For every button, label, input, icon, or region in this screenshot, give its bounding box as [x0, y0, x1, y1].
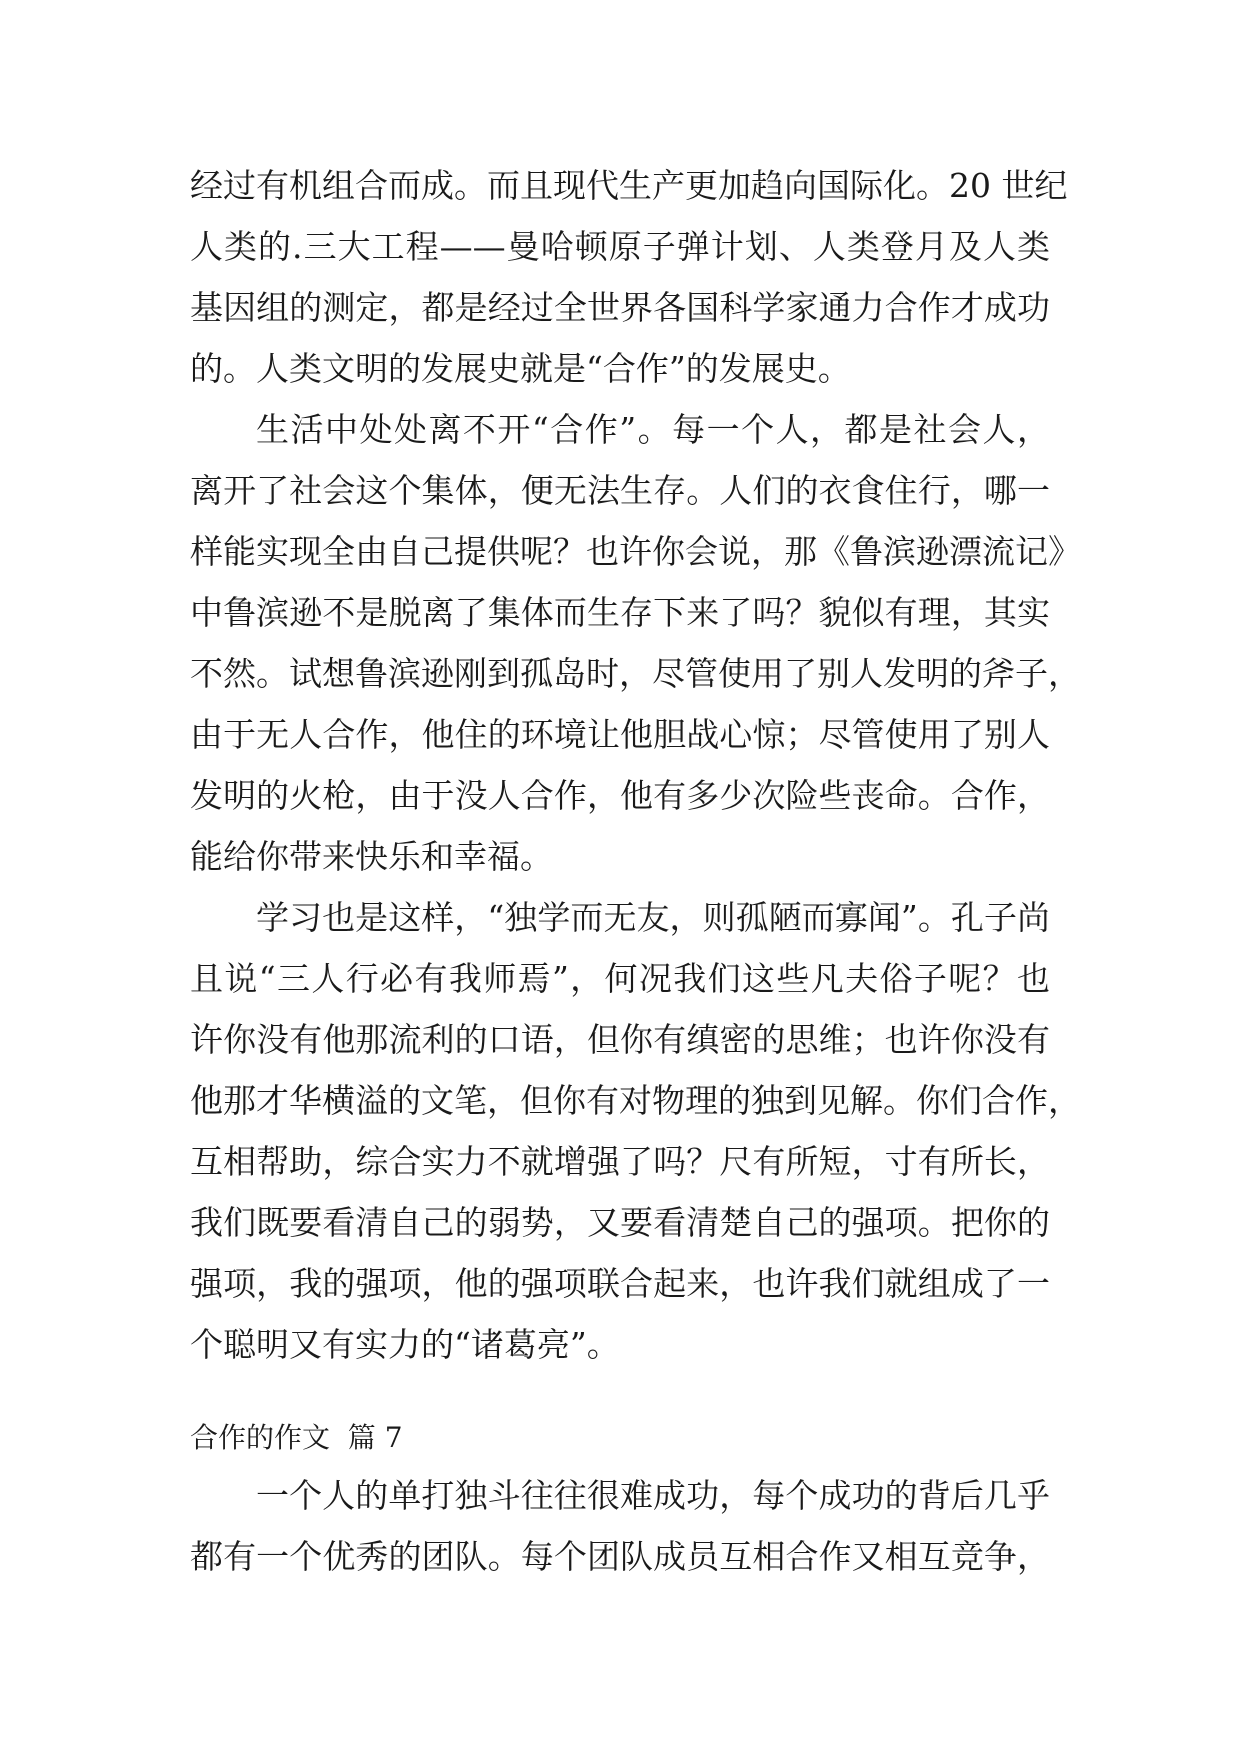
text-line: 我们既要看清自己的弱势，又要看清楚自己的强项。把你的: [190, 1203, 1050, 1242]
text-line: 样能实现全由自己提供呢？也许你会说，那《鲁滨逊漂流记》: [190, 532, 1081, 571]
text-line: 不然。试想鲁滨逊刚到孤岛时，尽管使用了别人发明的斧子，: [190, 654, 1081, 693]
text-line: 学习也是这样，“独学而无友，则孤陋而寡闻”。孔子尚: [256, 898, 1050, 937]
paragraph: [190, 1465, 1050, 1587]
text-line: 人类的.三大工程——曼哈顿原子弹计划、人类登月及人类: [190, 227, 1050, 266]
text-line: 由于无人合作，他住的环境让他胆战心惊；尽管使用了别人: [190, 715, 1050, 754]
section-heading: 合作的作文 篇 7: [190, 1421, 403, 1454]
text-line: 中鲁滨逊不是脱离了集体而生存下来了吗？貌似有理，其实: [190, 593, 1050, 632]
text-line: 离开了社会这个集体，便无法生存。人们的衣食住行，哪一: [190, 471, 1050, 510]
text-line: 互相帮助，综合实力不就增强了吗？尺有所短，寸有所长，: [190, 1142, 1050, 1181]
text-line: 许你没有他那流利的口语，但你有缜密的思维；也许你没有: [190, 1020, 1050, 1059]
text-line: 强项，我的强项，他的强项联合起来，也许我们就组成了一: [190, 1264, 1050, 1303]
text-line: 能给你带来快乐和幸福。: [190, 837, 553, 876]
text-line: 经过有机组合而成。而且现代生产更加趋向国际化。20 世纪: [190, 166, 1068, 205]
text-line: 的。人类文明的发展史就是“合作”的发展史。: [190, 349, 851, 388]
paragraph: [190, 399, 1081, 887]
paragraph: [190, 155, 1068, 399]
text-line: 都有一个优秀的团队。每个团队成员互相合作又相互竞争，: [190, 1537, 1050, 1576]
text-line: 生活中处处离不开“合作”。每一个人，都是社会人，: [256, 410, 1050, 449]
text-line: 发明的火枪，由于没人合作，他有多少次险些丧命。合作，: [190, 776, 1050, 815]
text-line: 一个人的单打独斗往往很难成功，每个成功的背后几乎: [256, 1476, 1050, 1515]
text-line: 且说“三人行必有我师焉”，何况我们这些凡夫俗子呢？也: [190, 959, 1050, 998]
text-line: 他那才华横溢的文笔，但你有对物理的独到见解。你们合作，: [190, 1081, 1081, 1120]
section-gap: [190, 1375, 1050, 1411]
text-body: [190, 155, 1081, 1587]
text-line: 基因组的测定，都是经过全世界各国科学家通力合作才成功: [190, 288, 1050, 327]
paragraph: [190, 887, 1081, 1375]
text-line: 个聪明又有实力的“诸葛亮”。: [190, 1325, 620, 1364]
